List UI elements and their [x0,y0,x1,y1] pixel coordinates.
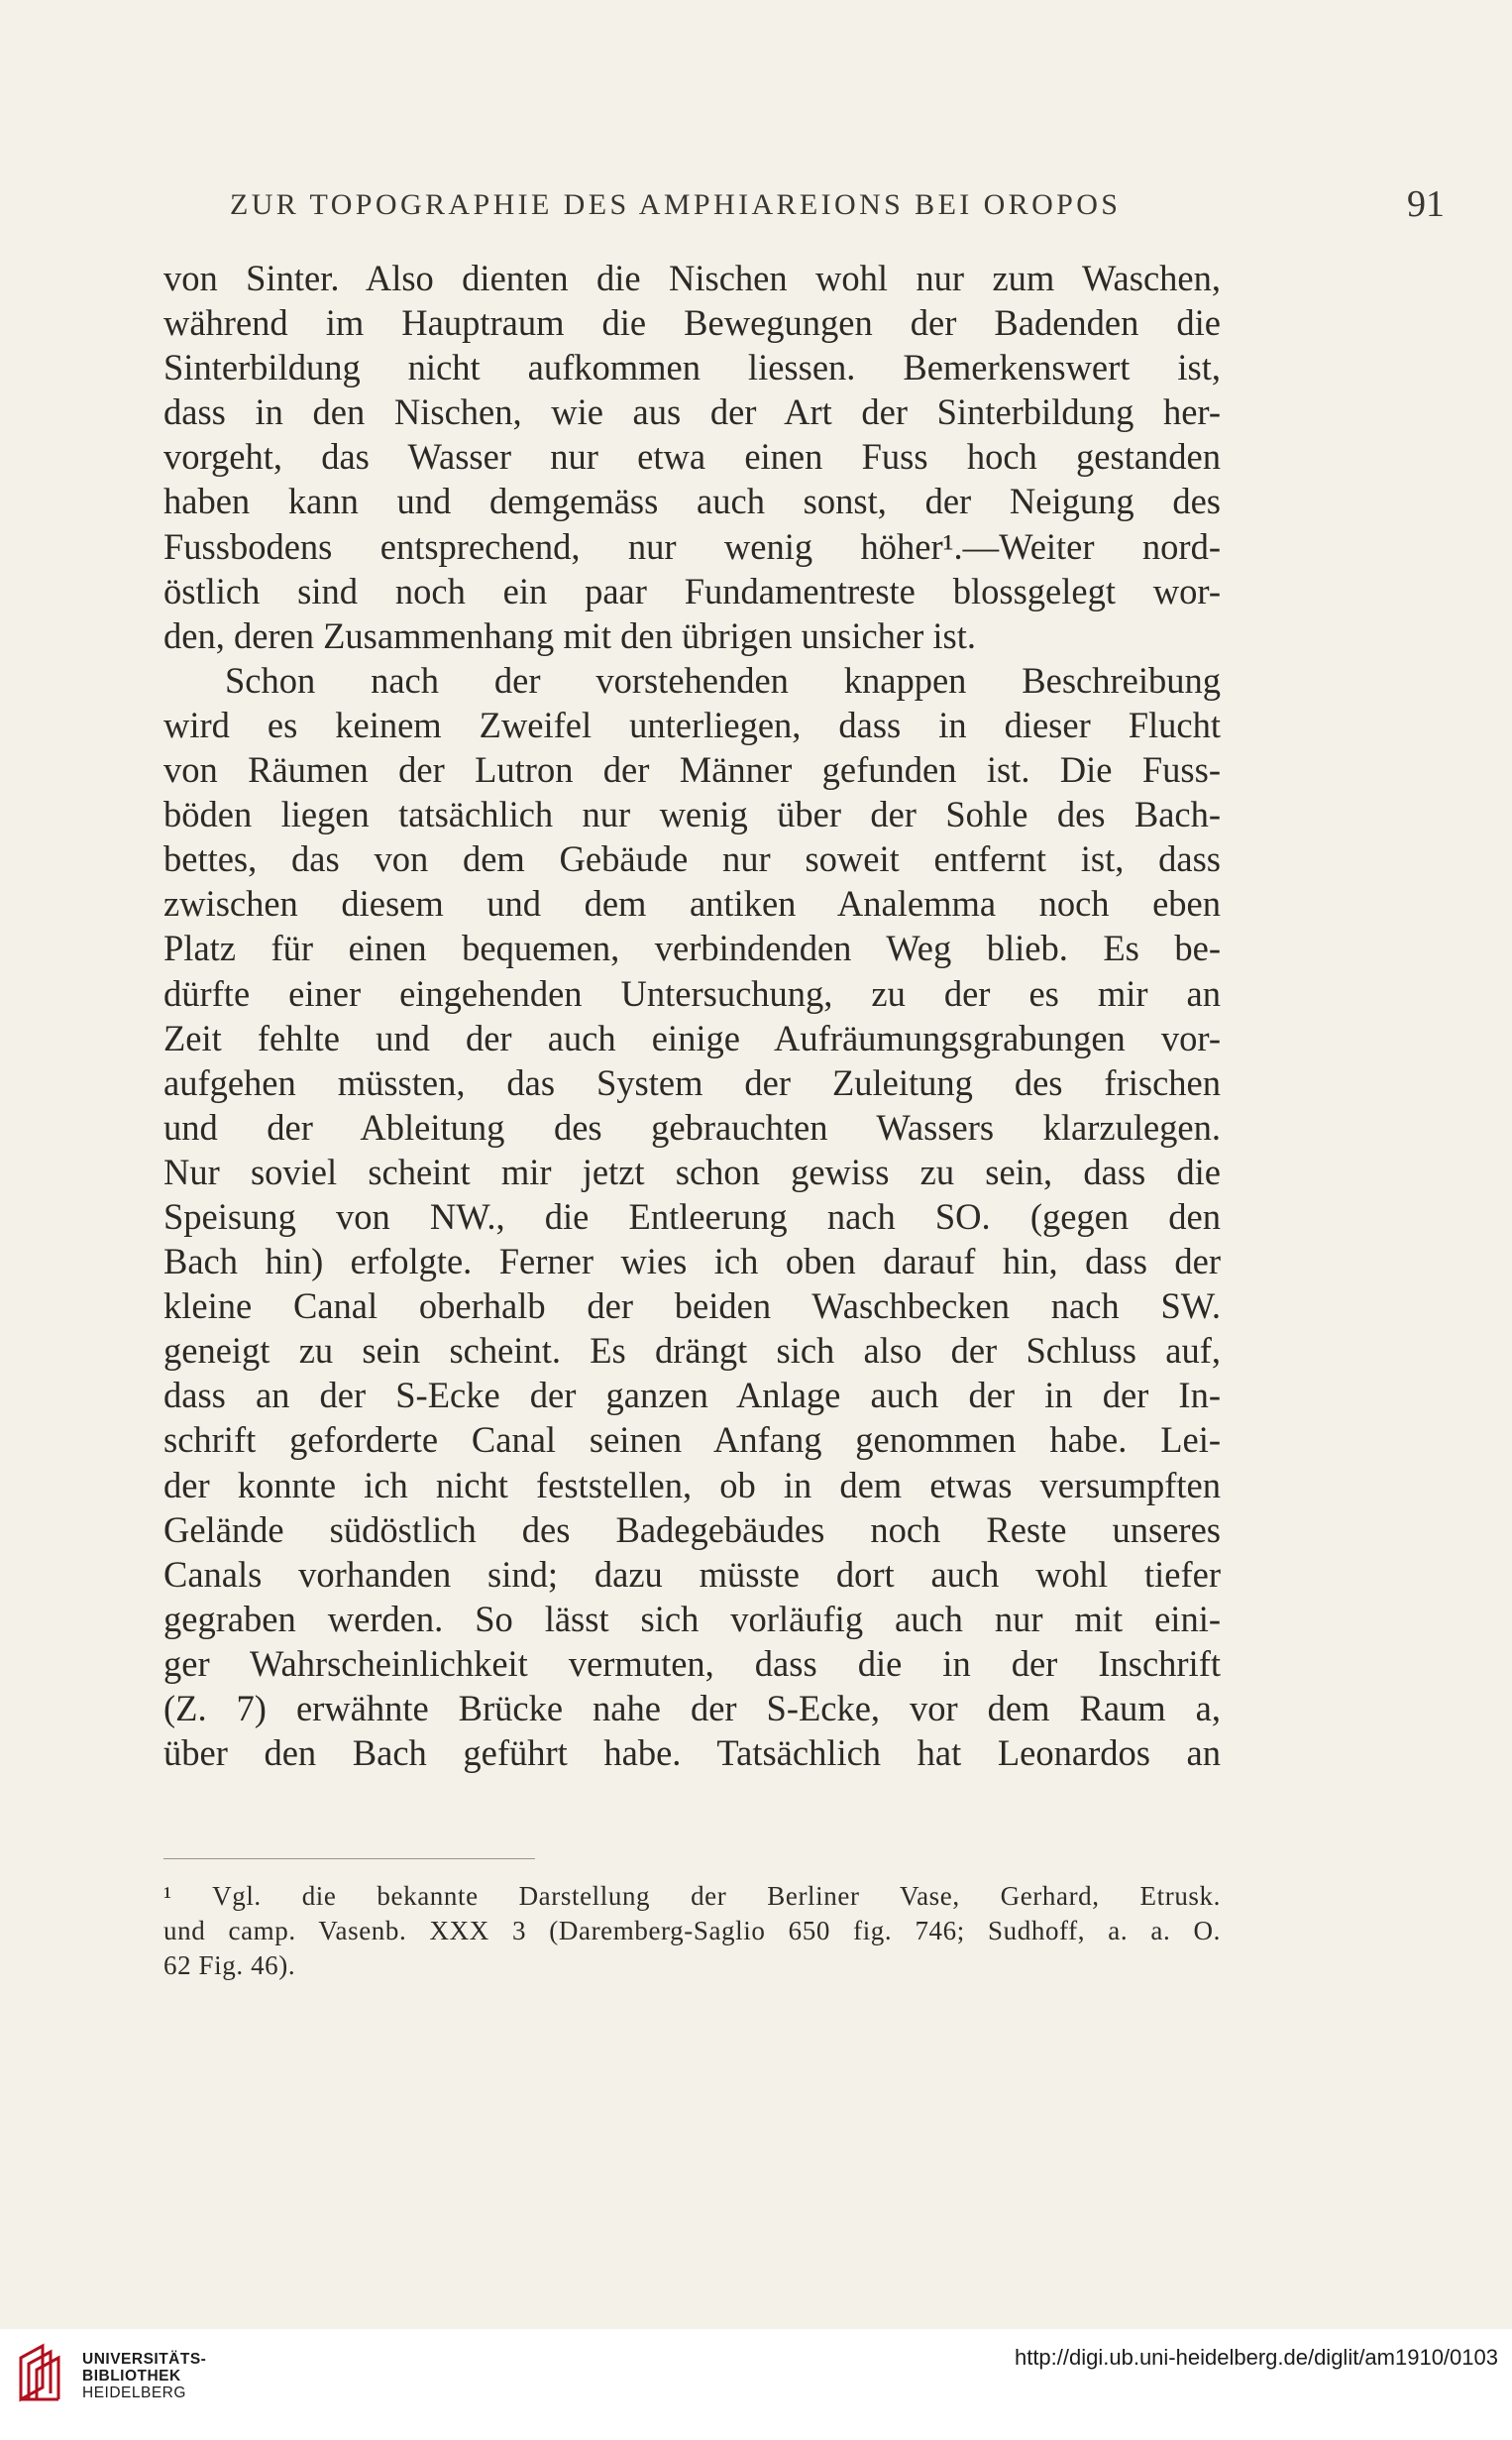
text-line: während im Hauptraum die Bewegungen der Badenden die [163,302,1221,344]
text-line: Bach hin) erfolgte. Ferner wies ich oben darauf hin, dass der [163,1241,1221,1282]
text-line: und der Ableitung des gebrauchten Wassers klarzulegen. [163,1106,1221,1148]
text-line: aufgehen müssten, das System der Zuleitung des frischen [163,1061,1221,1103]
footnote-line: und camp. Vasenb. XXX 3 (Daremberg-Saglio 650 fig. 746; Sudhoff, a. a. O. [163,1916,1221,1945]
text-line: (Z. 7) erwähnte Brücke nahe der S-Ecke, vor dem Raum a, [163,1688,1221,1728]
text-line: Gelände südöstlich des Badegebäudes noch Reste unseres [163,1508,1221,1550]
library-logo-icon [15,2342,66,2403]
library-name-line2: BIBLIOTHEK [82,2368,181,2385]
text-line: Platz für einen bequemen, verbindenden Weg blieb. Es be- [163,928,1221,969]
text-line: haben kann und demgemäss auch sonst, der Neigung des [163,481,1221,522]
body-text [163,256,1221,1775]
text-line: kleine Canal oberhalb der beiden Waschbecken nach SW. [163,1285,1221,1327]
text-line: vorgeht, das Wasser nur etwa einen Fuss hoch gestanden [163,436,1221,478]
running-title: ZUR TOPOGRAPHIE DES AMPHIAREIONS BEI OROPOS [230,188,1122,221]
text-line: dass an der S-Ecke der ganzen Anlage auch der in der In- [163,1375,1221,1416]
footnote-line: 62 Fig. 46). [163,1950,296,1980]
footnotes [163,1879,1221,1983]
library-name [82,2351,206,2401]
text-line: dürfte einer eingehenden Untersuchung, zu der es mir an [163,972,1221,1014]
text-line: Schon nach der vorstehenden knappen Beschreibung [225,659,1221,701]
text-line: von Räumen der Lutron der Männer gefunden ist. Die Fuss- [163,749,1221,791]
text-line: Fussbodens entsprechend, nur wenig höher¹.—Weiter nord- [163,525,1221,567]
running-header [230,183,1445,225]
text-line: dass in den Nischen, wie aus der Art der Sinterbildung her- [163,391,1221,433]
text-line: der konnte ich nicht feststellen, ob in dem etwas versumpften [163,1464,1221,1505]
text-line: den, deren Zusammenhang mit den übrigen unsicher ist. [163,614,977,656]
footnote-divider [163,1858,535,1859]
text-line: gegraben werden. So lässt sich vorläufig auch nur mit eini- [163,1598,1221,1639]
footnote-line: ¹ Vgl. die bekannte Darstellung der Berliner Vase, Gerhard, Etrusk. [163,1881,1221,1911]
text-line: wird es keinem Zweifel unterliegen, dass in dieser Flucht [163,704,1221,745]
text-line: geneigt zu sein scheint. Es drängt sich also der Schluss auf, [163,1330,1221,1372]
text-line: zwischen diesem und dem antiken Analemma noch eben [163,883,1221,925]
text-line: östlich sind noch ein paar Fundamentreste blossgelegt wor- [163,570,1221,611]
library-name-line1: UNIVERSITÄTS- [82,2351,207,2368]
text-line: schrift geforderte Canal seinen Anfang genommen habe. Lei- [163,1419,1221,1461]
text-line: über den Bach geführt habe. Tatsächlich hat Leonardos an [163,1732,1221,1774]
text-line: Canals vorhanden sind; dazu müsste dort auch wohl tiefer [163,1553,1221,1595]
source-url-link[interactable]: http://digi.ub.uni-heidelberg.de/diglit/am1910/0103 [1014,2345,1498,2370]
text-line: Zeit fehlte und der auch einige Aufräumungsgrabungen vor- [163,1017,1221,1058]
library-name-line3: HEIDELBERG [82,2385,186,2401]
library-footer [0,2329,1512,2440]
text-line: bettes, das von dem Gebäude nur soweit entfernt ist, dass [163,838,1221,880]
text-line: ger Wahrscheinlichkeit vermuten, dass die in der Inschrift [163,1642,1221,1684]
page-number: 91 [1407,183,1445,225]
text-line: böden liegen tatsächlich nur wenig über der Sohle des Bach- [163,794,1221,835]
text-line: Speisung von NW., die Entleerung nach SO. (gegen den [163,1195,1221,1237]
text-line: von Sinter. Also dienten die Nischen wohl nur zum Waschen, [163,258,1221,298]
text-line: Nur soviel scheint mir jetzt schon gewiss zu sein, dass die [163,1151,1221,1192]
text-line: Sinterbildung nicht aufkommen liessen. Bemerkenswert ist, [163,347,1221,388]
